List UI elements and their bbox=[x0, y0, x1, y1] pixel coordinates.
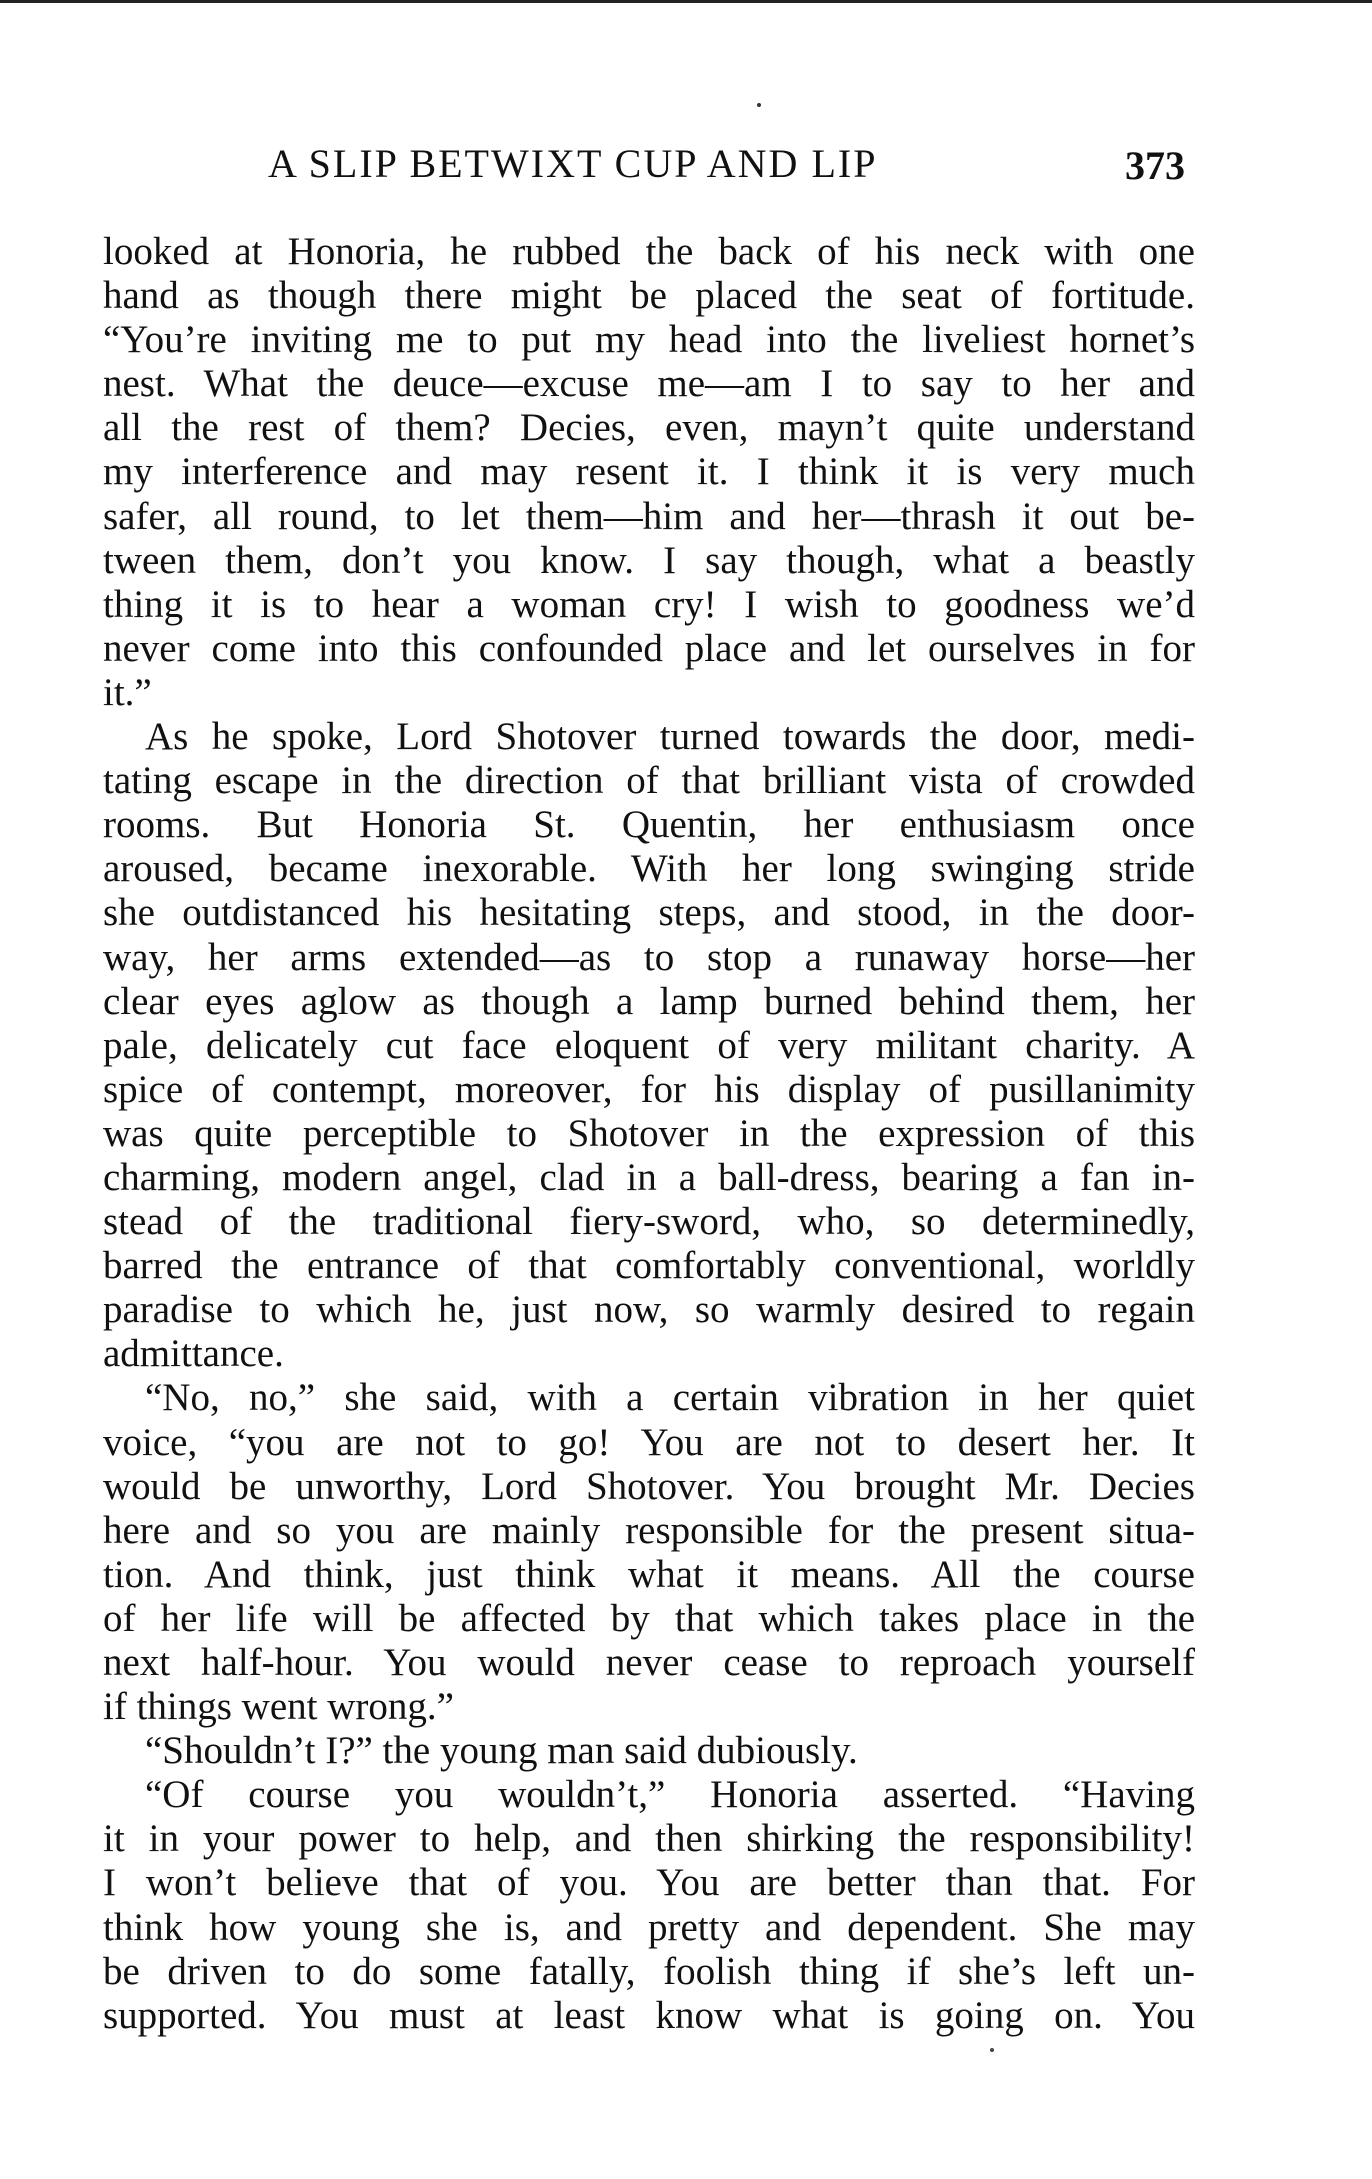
text-line: way, her arms extended—as to stop a runaway horse—her bbox=[103, 935, 1195, 979]
text-line: if things went wrong.” bbox=[103, 1685, 454, 1729]
text-line: admittance. bbox=[103, 1332, 284, 1376]
text-line: tion. And think, just think what it means. All the course bbox=[103, 1552, 1195, 1596]
text-line: paradise to which he, just now, so warmly desired to regain bbox=[103, 1288, 1195, 1332]
text-line: stead of the traditional fiery-sword, who, so determinedly, bbox=[103, 1200, 1195, 1244]
text-line: next half-hour. You would never cease to reproach yourself bbox=[103, 1641, 1195, 1684]
text-line: hand as though there might be placed the seat of fortitude. bbox=[103, 274, 1195, 318]
text-line: rooms. But Honoria St. Quentin, her enthusiasm once bbox=[103, 803, 1195, 847]
text-line: all the rest of them? Decies, even, mayn’t quite understand bbox=[103, 406, 1195, 450]
text-line: was quite perceptible to Shotover in the expression of this bbox=[103, 1111, 1195, 1155]
text-line: “You’re inviting me to put my head into the liveliest hornet’s bbox=[103, 318, 1195, 362]
text-line: tating escape in the direction of that brilliant vista of crowded bbox=[103, 759, 1195, 803]
text-line: of her life will be affected by that which takes place in the bbox=[103, 1596, 1195, 1640]
text-line: nest. What the deuce—excuse me—am I to say to her and bbox=[103, 362, 1195, 406]
text-line: it.” bbox=[103, 670, 152, 714]
text-line: never come into this confounded place and let ourselves in for bbox=[103, 626, 1195, 670]
text-line: supported. You must at least know what is going on. You bbox=[103, 1993, 1195, 2037]
text-line: clear eyes aglow as though a lamp burned behind them, her bbox=[103, 979, 1195, 1023]
text-line: tween them, don’t you know. I say though, what a beastly bbox=[103, 538, 1195, 582]
text-line: aroused, became inexorable. With her long swinging stride bbox=[103, 847, 1195, 891]
scan-speck bbox=[990, 2048, 994, 2052]
text-line: “No, no,” she said, with a certain vibration in her quiet bbox=[145, 1376, 1195, 1420]
page-top-border bbox=[0, 0, 1372, 3]
text-line: my interference and may resent it. I think it is very much bbox=[103, 450, 1195, 494]
text-line: would be unworthy, Lord Shotover. You brought Mr. Decies bbox=[103, 1464, 1195, 1508]
running-head-title: A SLIP BETWIXT CUP AND LIP bbox=[268, 141, 878, 186]
text-line: safer, all round, to let them—him and her—thrash it out be- bbox=[103, 494, 1195, 538]
text-line: spice of contempt, moreover, for his display of pusillanimity bbox=[103, 1067, 1195, 1111]
text-line: think how young she is, and pretty and dependent. She may bbox=[103, 1905, 1195, 1949]
text-line: As he spoke, Lord Shotover turned towards the door, medi- bbox=[145, 715, 1195, 759]
scan-speck bbox=[757, 103, 761, 107]
body-text bbox=[103, 230, 1195, 2038]
text-line: here and so you are mainly responsible for the present situa- bbox=[103, 1508, 1195, 1552]
text-line: be driven to do some fatally, foolish thing if she’s left un- bbox=[103, 1949, 1195, 1993]
text-line: voice, “you are not to go! You are not to desert her. It bbox=[103, 1420, 1195, 1464]
text-line: “Of course you wouldn’t,” Honoria asserted. “Having bbox=[145, 1773, 1195, 1817]
text-line: looked at Honoria, he rubbed the back of his neck with one bbox=[103, 230, 1195, 273]
text-line: “Shouldn’t I?” the young man said dubiously. bbox=[145, 1729, 858, 1773]
page-number: 373 bbox=[1125, 143, 1185, 188]
text-line: barred the entrance of that comfortably conventional, worldly bbox=[103, 1244, 1195, 1288]
text-line: I won’t believe that of you. You are better than that. For bbox=[103, 1861, 1195, 1905]
text-line: charming, modern angel, clad in a ball-dress, bearing a fan in- bbox=[103, 1155, 1195, 1199]
text-line: it in your power to help, and then shirking the responsibility! bbox=[103, 1817, 1195, 1861]
text-line: thing it is to hear a woman cry! I wish to goodness we’d bbox=[103, 582, 1195, 626]
text-line: pale, delicately cut face eloquent of very militant charity. A bbox=[103, 1023, 1195, 1067]
text-line: she outdistanced his hesitating steps, and stood, in the door- bbox=[103, 891, 1195, 935]
